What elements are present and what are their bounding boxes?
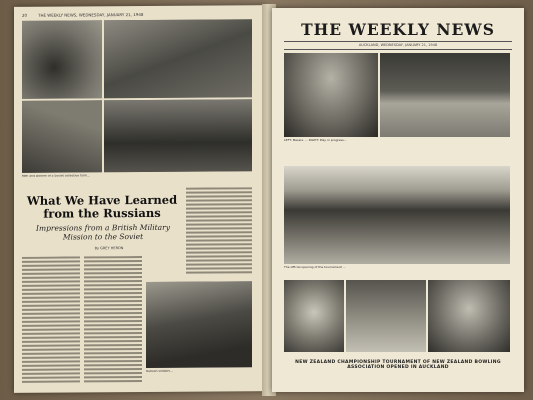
text-column-upper-right xyxy=(186,187,252,277)
photo-soldiers-wreckage xyxy=(22,20,102,99)
article-byline: By GREY HERON xyxy=(94,246,124,251)
article-headline: What We Have Learned from the Russians xyxy=(26,192,178,221)
photo-officer-reading xyxy=(22,100,102,173)
bottom-headline-caption: NEW ZEALAND CHAMPIONSHIP TOURNAMENT OF NEW ZEALAND BOWLING ASSOCIATION OPENED IN AUCKLAND xyxy=(295,360,501,370)
photo-soldiers-rifles xyxy=(146,281,252,368)
photo-soldiers-group xyxy=(104,99,252,172)
sub-masthead-rule xyxy=(284,49,512,50)
text-column-2 xyxy=(84,256,142,384)
text-column-1 xyxy=(22,256,80,384)
mid-photo-caption: Russian soldiers... xyxy=(146,369,173,373)
top-right-caption: LEFT: Messrs. ... RIGHT: Play in progress... xyxy=(284,139,347,142)
right-page xyxy=(272,8,524,392)
sub-masthead: AUCKLAND, WEDNESDAY, JANUARY 21, 1948 xyxy=(358,43,438,47)
masthead-rule xyxy=(284,41,512,42)
photo-bowler-delivering xyxy=(346,280,426,352)
left-page xyxy=(14,5,266,393)
photo-bowling-green-play xyxy=(380,53,510,137)
running-head: THE WEEKLY NEWS, WEDNESDAY, JANUARY 21, 1948 xyxy=(38,11,144,18)
article-deck: Impressions from a British Military Mission to the Soviet xyxy=(36,222,170,242)
photo-bowler-portrait-hat xyxy=(284,280,344,352)
top-photo-caption: Men and women of a Soviet collective farm... xyxy=(22,173,90,178)
photo-opening-ceremony-crowd xyxy=(284,166,510,264)
folio: 20 xyxy=(22,12,28,18)
photo-two-men-portrait xyxy=(428,280,510,352)
middle-caption: The official opening of the tournament ... xyxy=(284,266,346,269)
photo-troops-marching xyxy=(104,19,252,98)
photo-officials-with-paper xyxy=(284,53,378,137)
masthead: THE WEEKLY NEWS xyxy=(301,20,495,39)
